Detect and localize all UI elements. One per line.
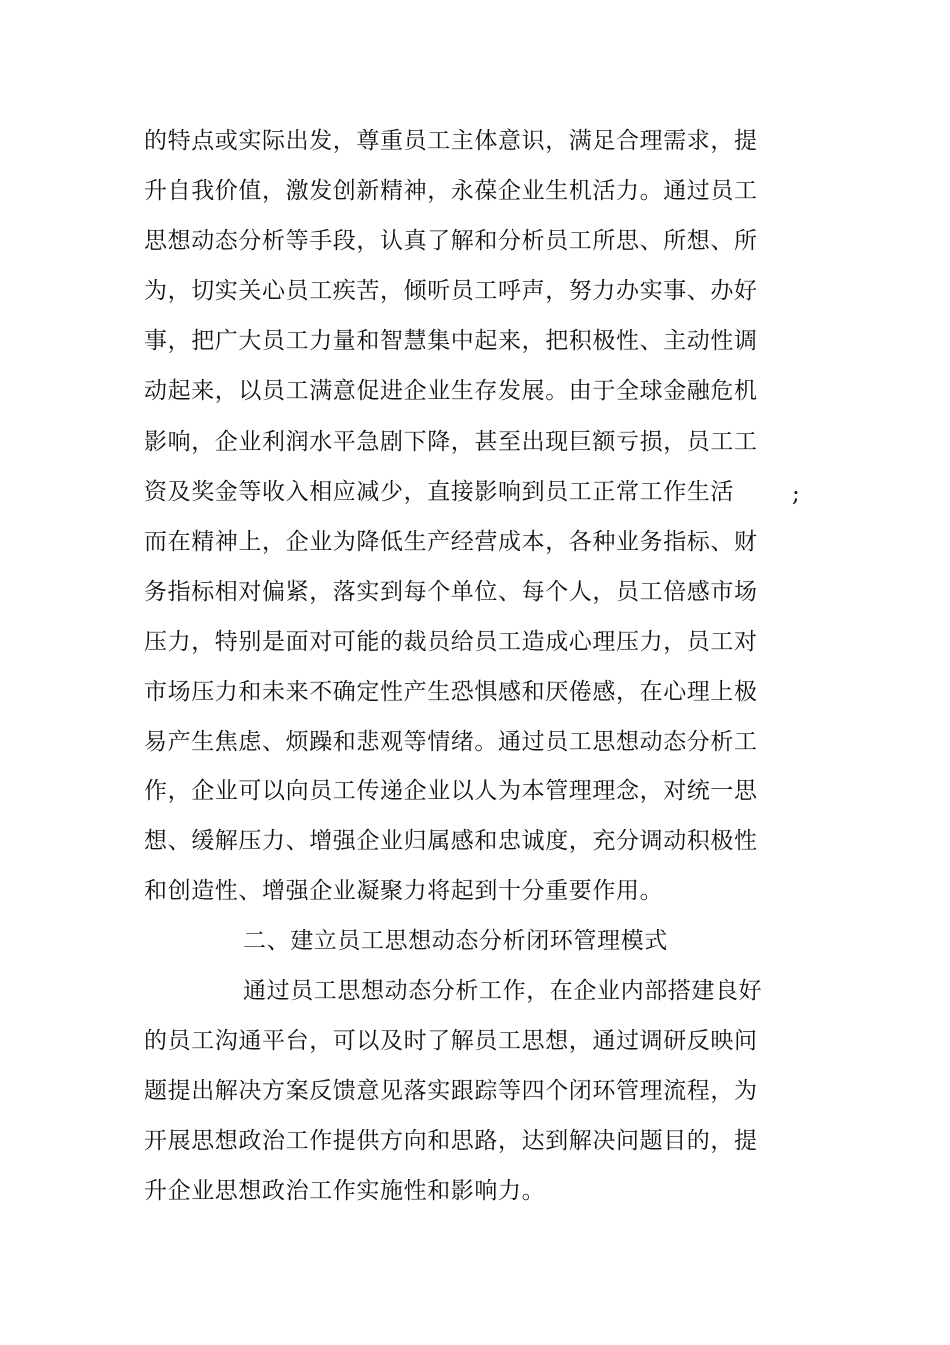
paragraph-line: 为，切实关心员工疾苦，倾听员工呼声，努力办实事、办好 bbox=[144, 278, 758, 304]
paragraph-line: 作，企业可以向员工传递企业以人为本管理理念，对统一思 bbox=[144, 778, 758, 804]
stray-semicolon: ; bbox=[792, 481, 800, 507]
paragraph-line: 影响，企业利润水平急剧下降，甚至出现巨额亏损，员工工 bbox=[144, 429, 758, 455]
paragraph-line: 想、缓解压力、增强企业归属感和忠诚度，充分调动积极性 bbox=[144, 828, 758, 854]
paragraph-line: 市场压力和未来不确定性产生恐惧感和厌倦感，在心理上极 bbox=[144, 679, 758, 705]
paragraph-line: 通过员工思想动态分析工作，在企业内部搭建良好 bbox=[243, 978, 763, 1004]
section-heading: 二、建立员工思想动态分析闭环管理模式 bbox=[243, 928, 668, 954]
paragraph-line: 开展思想政治工作提供方向和思路，达到解决问题目的，提 bbox=[144, 1128, 758, 1154]
paragraph-line: 压力，特别是面对可能的裁员给员工造成心理压力，员工对 bbox=[144, 629, 758, 655]
paragraph-line: 题提出解决方案反馈意见落实跟踪等四个闭环管理流程，为 bbox=[144, 1078, 758, 1104]
paragraph-line: 务指标相对偏紧，落实到每个单位、每个人，员工倍感市场 bbox=[144, 579, 758, 605]
paragraph-line: 升企业思想政治工作实施性和影响力。 bbox=[144, 1178, 546, 1204]
paragraph-line: 升自我价值，激发创新精神，永葆企业生机活力。通过员工 bbox=[144, 178, 758, 204]
paragraph-line: 思想动态分析等手段，认真了解和分析员工所思、所想、所 bbox=[144, 228, 758, 254]
paragraph-line: 和创造性、增强企业凝聚力将起到十分重要作用。 bbox=[144, 878, 664, 904]
paragraph-line: 动起来，以员工满意促进企业生存发展。由于全球金融危机 bbox=[144, 378, 758, 404]
paragraph-line: 易产生焦虑、烦躁和悲观等情绪。通过员工思想动态分析工 bbox=[144, 729, 758, 755]
paragraph-line: 而在精神上，企业为降低生产经营成本，各种业务指标、财 bbox=[144, 529, 758, 555]
paragraph-line: 的特点或实际出发，尊重员工主体意识，满足合理需求，提 bbox=[144, 128, 758, 154]
paragraph-line: 资及奖金等收入相应减少，直接影响到员工正常工作生活 bbox=[144, 479, 734, 505]
paragraph-line: 的员工沟通平台，可以及时了解员工思想，通过调研反映问 bbox=[144, 1028, 758, 1054]
paragraph-line: 事，把广大员工力量和智慧集中起来，把积极性、主动性调 bbox=[144, 328, 758, 354]
